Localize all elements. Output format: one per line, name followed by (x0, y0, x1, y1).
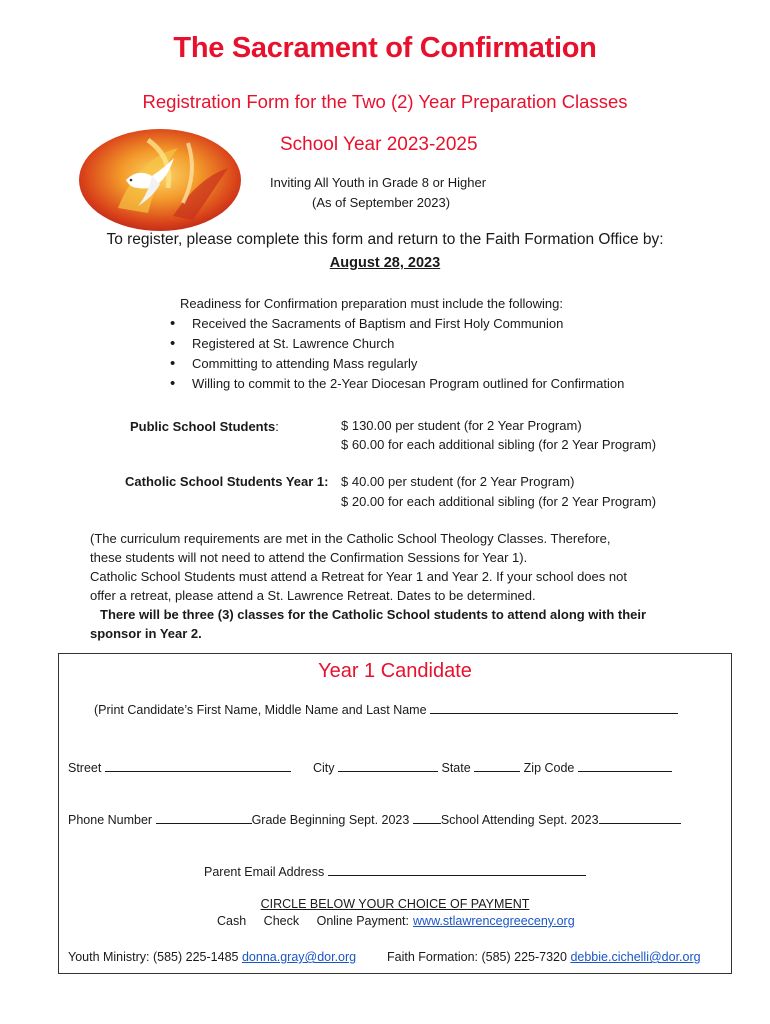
phone-label: Phone Number (68, 813, 153, 827)
curriculum-notes (90, 529, 690, 643)
faith-formation-email-link[interactable]: debbie.cichelli@dor.org (570, 950, 701, 964)
state-label: State (441, 761, 471, 775)
payment-online-label[interactable]: Online Payment: (316, 914, 410, 928)
parent-email-field[interactable] (328, 863, 586, 876)
catholic-fee-line-2: $ 20.00 for each additional sibling (for 2 Year Program) (341, 494, 657, 509)
grade-label: Grade Beginning Sept. 2023 (251, 813, 410, 827)
city-state-zip-row (313, 759, 672, 775)
candidate-name-row (94, 701, 678, 717)
candidate-name-label: (Print Candidate’s First Name, Middle Name and Last Name (94, 703, 427, 717)
street-field[interactable] (105, 759, 291, 772)
page-title: The Sacrament of Confirmation (173, 32, 597, 64)
parent-email-label: Parent Email Address (204, 865, 325, 879)
candidate-name-field[interactable] (430, 701, 678, 714)
readiness-list (170, 314, 624, 394)
payment-cash-option[interactable]: Cash (217, 914, 247, 928)
note-line: Catholic School Students must attend a Retreat for Year 1 and Year 2. If your school does not (90, 569, 627, 584)
school-field[interactable] (599, 811, 681, 824)
catholic-fee-label: Catholic School Students Year 1: (125, 474, 329, 489)
zip-field[interactable] (578, 759, 672, 772)
city-field[interactable] (338, 759, 438, 772)
readiness-intro: Readiness for Confirmation preparation must include the following: (180, 296, 563, 311)
note-bold-line: sponsor in Year 2. (90, 626, 202, 641)
readiness-item: • Received the Sacraments of Baptism and First Holy Communion (170, 314, 624, 334)
zip-label: Zip Code (523, 761, 575, 775)
street-row (68, 759, 291, 775)
readiness-item: • Willing to commit to the 2-Year Diocesan Program outlined for Confirmation (170, 374, 624, 394)
invite-line-1: Inviting All Youth in Grade 8 or Higher (270, 175, 487, 190)
invite-line-2: (As of September 2023) (312, 195, 451, 210)
parent-email-row (204, 863, 586, 879)
state-field[interactable] (474, 759, 520, 772)
form-heading: Year 1 Candidate (318, 660, 472, 682)
payment-online-link[interactable]: www.stlawrencegreeceny.org (413, 914, 575, 928)
school-year: School Year 2023-2025 (280, 134, 478, 155)
faith-formation-contact (387, 950, 701, 964)
note-bold-line: There will be three (3) classes for the Catholic School students to attend along with their (100, 607, 647, 622)
readiness-item: • Committing to attending Mass regularly (170, 354, 624, 374)
youth-ministry-label: Youth Ministry: (585) 225-1485 (68, 950, 239, 964)
payment-check-option[interactable]: Check (263, 914, 300, 928)
note-line: (The curriculum requirements are met in the Catholic School Theology Classes. Therefore, (90, 531, 611, 546)
note-line: offer a retreat, please attend a St. Lawrence Retreat. Dates to be determined. (90, 588, 536, 603)
public-fee-line-2: $ 60.00 for each additional sibling (for 2 Year Program) (341, 437, 657, 452)
public-fee-line-1: $ 130.00 per student (for 2 Year Program) (341, 418, 582, 433)
phone-field[interactable] (156, 811, 252, 824)
public-fee-label: Public School Students: (130, 419, 279, 434)
youth-ministry-contact (68, 950, 356, 964)
youth-ministry-email-link[interactable]: donna.gray@dor.org (241, 950, 357, 964)
city-label: City (313, 761, 335, 775)
payment-options (217, 914, 575, 928)
faith-formation-label: Faith Formation: (585) 225-7320 (387, 950, 567, 964)
school-label: School Attending Sept. 2023 (440, 813, 599, 827)
dove-logo-image (78, 128, 242, 232)
registration-deadline: August 28, 2023 (329, 255, 441, 271)
note-line: these students will not need to attend the Confirmation Sessions for Year 1). (90, 550, 528, 565)
readiness-item: • Registered at St. Lawrence Church (170, 334, 624, 354)
payment-heading: CIRCLE BELOW YOUR CHOICE OF PAYMENT (260, 897, 530, 911)
grade-field[interactable] (413, 811, 441, 824)
form-subtitle: Registration Form for the Two (2) Year Preparation Classes (142, 91, 628, 112)
catholic-fee-line-1: $ 40.00 per student (for 2 Year Program) (341, 474, 575, 489)
street-label: Street (68, 761, 102, 775)
registration-instruction: To register, please complete this form and return to the Faith Formation Office by: (106, 231, 664, 248)
phone-grade-school-row (68, 811, 681, 827)
